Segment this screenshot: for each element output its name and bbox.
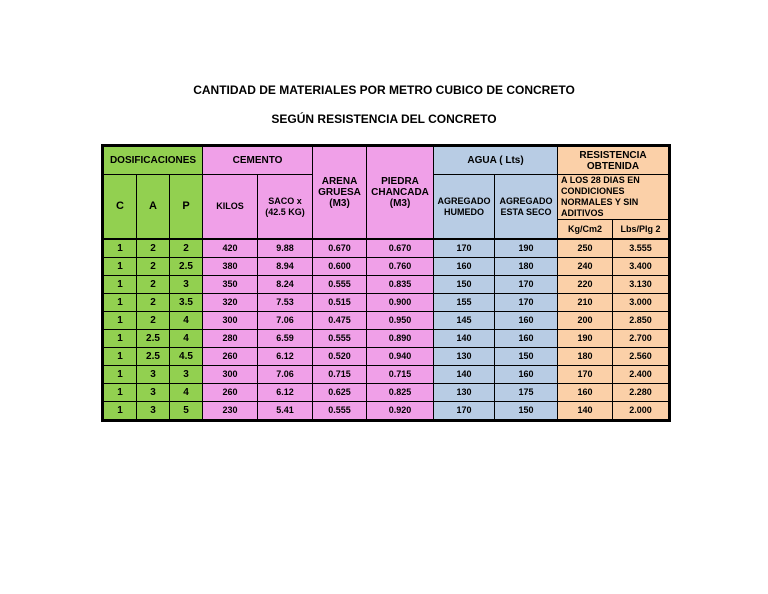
cell-lbs-plg2: 3.400 bbox=[613, 258, 670, 276]
cell-kilos: 300 bbox=[203, 366, 258, 384]
page-title: CANTIDAD DE MATERIALES POR METRO CUBICO DE CONCRETO bbox=[193, 83, 575, 97]
cell-c: 1 bbox=[103, 239, 137, 258]
cell-kg-cm2: 250 bbox=[558, 239, 613, 258]
cell-saco: 8.24 bbox=[258, 276, 313, 294]
cell-agua-humedo: 170 bbox=[434, 239, 495, 258]
cell-agua-humedo: 140 bbox=[434, 366, 495, 384]
cell-agua-humedo: 150 bbox=[434, 276, 495, 294]
cell-c: 1 bbox=[103, 258, 137, 276]
cell-agua-seco: 150 bbox=[495, 402, 558, 421]
cell-agua-seco: 160 bbox=[495, 312, 558, 330]
cell-p: 2 bbox=[170, 239, 203, 258]
cell-saco: 5.41 bbox=[258, 402, 313, 421]
header-agua: AGUA ( Lts) bbox=[434, 146, 558, 175]
cell-piedra: 0.670 bbox=[367, 239, 434, 258]
cell-arena: 0.520 bbox=[313, 348, 367, 366]
header-arena: ARENA GRUESA (M3) bbox=[313, 146, 367, 240]
cell-a: 3 bbox=[137, 402, 170, 421]
cell-c: 1 bbox=[103, 402, 137, 421]
cell-saco: 7.06 bbox=[258, 366, 313, 384]
cell-agua-seco: 190 bbox=[495, 239, 558, 258]
header-piedra: PIEDRA CHANCADA (M3) bbox=[367, 146, 434, 240]
table-row bbox=[103, 276, 670, 294]
cell-saco: 7.53 bbox=[258, 294, 313, 312]
cell-agua-seco: 175 bbox=[495, 384, 558, 402]
cell-p: 4.5 bbox=[170, 348, 203, 366]
cell-agua-humedo: 160 bbox=[434, 258, 495, 276]
cell-kilos: 260 bbox=[203, 348, 258, 366]
cell-piedra: 0.900 bbox=[367, 294, 434, 312]
cell-kilos: 260 bbox=[203, 384, 258, 402]
cell-arena: 0.670 bbox=[313, 239, 367, 258]
cell-piedra: 0.715 bbox=[367, 366, 434, 384]
cell-agua-humedo: 140 bbox=[434, 330, 495, 348]
header-c: C bbox=[103, 175, 137, 240]
cell-a: 2.5 bbox=[137, 348, 170, 366]
table-row bbox=[103, 330, 670, 348]
header-agregado-humedo: AGREGADO HUMEDO bbox=[434, 175, 495, 240]
cell-a: 3 bbox=[137, 384, 170, 402]
table-row bbox=[103, 384, 670, 402]
cell-kilos: 230 bbox=[203, 402, 258, 421]
table-row bbox=[103, 294, 670, 312]
cell-agua-humedo: 145 bbox=[434, 312, 495, 330]
cell-lbs-plg2: 2.700 bbox=[613, 330, 670, 348]
cell-agua-humedo: 170 bbox=[434, 402, 495, 421]
cell-lbs-plg2: 2.850 bbox=[613, 312, 670, 330]
cell-lbs-plg2: 3.000 bbox=[613, 294, 670, 312]
header-cemento: CEMENTO bbox=[203, 146, 313, 175]
cell-lbs-plg2: 2.000 bbox=[613, 402, 670, 421]
table-row bbox=[103, 312, 670, 330]
cell-p: 3 bbox=[170, 276, 203, 294]
cell-c: 1 bbox=[103, 366, 137, 384]
cell-kilos: 350 bbox=[203, 276, 258, 294]
cell-a: 2 bbox=[137, 276, 170, 294]
cell-agua-seco: 150 bbox=[495, 348, 558, 366]
cell-agua-seco: 160 bbox=[495, 366, 558, 384]
cell-saco: 8.94 bbox=[258, 258, 313, 276]
cell-c: 1 bbox=[103, 294, 137, 312]
page-subtitle: SEGÚN RESISTENCIA DEL CONCRETO bbox=[271, 112, 497, 126]
cell-piedra: 0.950 bbox=[367, 312, 434, 330]
cell-kg-cm2: 170 bbox=[558, 366, 613, 384]
cell-arena: 0.515 bbox=[313, 294, 367, 312]
cell-piedra: 0.890 bbox=[367, 330, 434, 348]
cell-kg-cm2: 200 bbox=[558, 312, 613, 330]
cell-saco: 9.88 bbox=[258, 239, 313, 258]
header-lbs-plg2: Lbs/Plg 2 bbox=[613, 220, 670, 240]
header-resistencia: RESISTENCIA OBTENIDA bbox=[558, 146, 670, 175]
cell-arena: 0.715 bbox=[313, 366, 367, 384]
cell-p: 4 bbox=[170, 384, 203, 402]
cell-a: 2.5 bbox=[137, 330, 170, 348]
cell-p: 4 bbox=[170, 312, 203, 330]
header-agregado-seco: AGREGADO ESTA SECO bbox=[495, 175, 558, 240]
cell-c: 1 bbox=[103, 276, 137, 294]
cell-kg-cm2: 210 bbox=[558, 294, 613, 312]
table-row bbox=[103, 239, 670, 258]
cell-kg-cm2: 240 bbox=[558, 258, 613, 276]
cell-c: 1 bbox=[103, 330, 137, 348]
cell-piedra: 0.825 bbox=[367, 384, 434, 402]
cell-c: 1 bbox=[103, 312, 137, 330]
cell-a: 2 bbox=[137, 294, 170, 312]
cell-kg-cm2: 190 bbox=[558, 330, 613, 348]
cell-arena: 0.555 bbox=[313, 402, 367, 421]
header-p: P bbox=[170, 175, 203, 240]
cell-kg-cm2: 140 bbox=[558, 402, 613, 421]
cell-lbs-plg2: 2.560 bbox=[613, 348, 670, 366]
cell-kilos: 300 bbox=[203, 312, 258, 330]
cell-agua-humedo: 155 bbox=[434, 294, 495, 312]
cell-piedra: 0.920 bbox=[367, 402, 434, 421]
cell-a: 3 bbox=[137, 366, 170, 384]
table-row bbox=[103, 348, 670, 366]
cell-piedra: 0.760 bbox=[367, 258, 434, 276]
table-row bbox=[103, 258, 670, 276]
cell-kilos: 380 bbox=[203, 258, 258, 276]
cell-arena: 0.625 bbox=[313, 384, 367, 402]
materials-table bbox=[101, 144, 671, 422]
cell-saco: 7.06 bbox=[258, 312, 313, 330]
header-resistencia-nota: A LOS 28 DIAS EN CONDICIONES NORMALES Y SIN ADITIVOS bbox=[558, 175, 670, 220]
table-row bbox=[103, 366, 670, 384]
cell-lbs-plg2: 2.400 bbox=[613, 366, 670, 384]
cell-saco: 6.12 bbox=[258, 348, 313, 366]
cell-lbs-plg2: 3.130 bbox=[613, 276, 670, 294]
cell-a: 2 bbox=[137, 258, 170, 276]
table-row bbox=[103, 402, 670, 421]
cell-arena: 0.475 bbox=[313, 312, 367, 330]
header-saco: SACO x (42.5 KG) bbox=[258, 175, 313, 240]
header-dosificaciones: DOSIFICACIONES bbox=[103, 146, 203, 175]
cell-p: 5 bbox=[170, 402, 203, 421]
cell-piedra: 0.835 bbox=[367, 276, 434, 294]
cell-kilos: 280 bbox=[203, 330, 258, 348]
cell-agua-seco: 170 bbox=[495, 294, 558, 312]
cell-p: 2.5 bbox=[170, 258, 203, 276]
cell-kg-cm2: 160 bbox=[558, 384, 613, 402]
cell-agua-seco: 160 bbox=[495, 330, 558, 348]
cell-a: 2 bbox=[137, 312, 170, 330]
cell-kg-cm2: 220 bbox=[558, 276, 613, 294]
cell-agua-humedo: 130 bbox=[434, 384, 495, 402]
cell-arena: 0.555 bbox=[313, 276, 367, 294]
cell-kilos: 320 bbox=[203, 294, 258, 312]
cell-p: 3.5 bbox=[170, 294, 203, 312]
cell-c: 1 bbox=[103, 348, 137, 366]
cell-p: 3 bbox=[170, 366, 203, 384]
cell-agua-seco: 180 bbox=[495, 258, 558, 276]
cell-agua-seco: 170 bbox=[495, 276, 558, 294]
cell-p: 4 bbox=[170, 330, 203, 348]
header-a: A bbox=[137, 175, 170, 240]
cell-arena: 0.600 bbox=[313, 258, 367, 276]
cell-piedra: 0.940 bbox=[367, 348, 434, 366]
cell-c: 1 bbox=[103, 384, 137, 402]
cell-kg-cm2: 180 bbox=[558, 348, 613, 366]
cell-kilos: 420 bbox=[203, 239, 258, 258]
cell-a: 2 bbox=[137, 239, 170, 258]
header-kilos: KILOS bbox=[203, 175, 258, 240]
cell-saco: 6.59 bbox=[258, 330, 313, 348]
cell-lbs-plg2: 2.280 bbox=[613, 384, 670, 402]
cell-agua-humedo: 130 bbox=[434, 348, 495, 366]
cell-arena: 0.555 bbox=[313, 330, 367, 348]
header-kg-cm2: Kg/Cm2 bbox=[558, 220, 613, 240]
cell-lbs-plg2: 3.555 bbox=[613, 239, 670, 258]
cell-saco: 6.12 bbox=[258, 384, 313, 402]
